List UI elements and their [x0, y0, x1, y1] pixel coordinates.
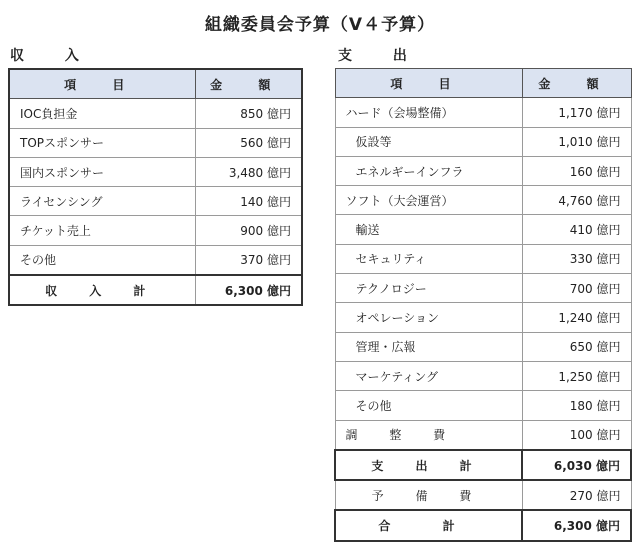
expense-item-amount: 330 億円	[522, 244, 631, 273]
expense-reserve-amount: 270 億円	[522, 480, 631, 510]
expense-item-amount: 700 億円	[522, 274, 631, 303]
table-row	[9, 157, 302, 186]
table-row	[335, 332, 631, 361]
expense-item-label: ソフト（大会運営）	[335, 186, 522, 215]
table-row	[335, 98, 631, 127]
table-row	[335, 156, 631, 185]
table-row	[335, 186, 631, 215]
expense-subtotal-row	[335, 450, 631, 480]
expense-table	[334, 68, 632, 542]
income-total-amount: 6,300 億円	[195, 275, 302, 305]
expense-grand-total-row	[335, 510, 631, 540]
income-item-label: ライセンシング	[9, 187, 195, 216]
table-row	[335, 244, 631, 273]
expense-subtotal-amount: 6,030 億円	[522, 450, 631, 480]
expense-item-amount: 1,010 億円	[522, 127, 631, 156]
income-item-label: IOC負担金	[9, 99, 195, 128]
income-item-label: その他	[9, 245, 195, 275]
expense-subitem-label: 輸送	[335, 215, 522, 244]
expense-subitem-label: オペレーション	[335, 303, 522, 332]
income-total-label: 収 入 計	[9, 275, 195, 305]
income-item-label: チケット売上	[9, 216, 195, 245]
expense-header-row	[335, 69, 631, 98]
table-row	[9, 216, 302, 245]
expense-item-amount: 4,760 億円	[522, 186, 631, 215]
expense-reserve-row	[335, 480, 631, 510]
income-item-amount: 560 億円	[195, 128, 302, 157]
expense-item-amount: 650 億円	[522, 332, 631, 361]
income-item-label: 国内スポンサー	[9, 157, 195, 186]
income-total-row	[9, 275, 302, 305]
expense-subitem-label: 仮設等	[335, 127, 522, 156]
table-row	[335, 274, 631, 303]
expense-item-amount: 1,170 億円	[522, 98, 631, 127]
expense-subitem-label: マーケティング	[335, 361, 522, 390]
income-item-amount: 850 億円	[195, 99, 302, 128]
expense-section-label: 支 出	[338, 48, 425, 64]
expense-subitem-label: その他	[335, 391, 522, 420]
income-header-row	[9, 69, 302, 99]
expense-subitem-label: エネルギーインフラ	[335, 156, 522, 185]
page-title: 組織委員会予算（V４予算）	[204, 15, 436, 35]
table-row	[335, 391, 631, 420]
income-item-label: TOPスポンサー	[9, 128, 195, 157]
income-table	[8, 68, 303, 306]
table-row	[335, 420, 631, 450]
income-header-item: 項 目	[9, 69, 195, 99]
expense-subtotal-label: 支 出 計	[335, 450, 522, 480]
expense-item-amount: 100 億円	[522, 420, 631, 450]
income-header-amount: 金 額	[195, 69, 302, 99]
table-row	[9, 187, 302, 216]
expense-subitem-label: セキュリティ	[335, 244, 522, 273]
income-item-amount: 370 億円	[195, 245, 302, 275]
expense-item-amount: 410 億円	[522, 215, 631, 244]
income-item-amount: 140 億円	[195, 187, 302, 216]
expense-reserve-label: 予 備 費	[335, 480, 522, 510]
table-row	[335, 215, 631, 244]
table-row	[335, 127, 631, 156]
expense-item-label: 調 整 費	[335, 420, 522, 450]
expense-header-amount: 金 額	[522, 69, 631, 98]
table-row	[335, 361, 631, 390]
expense-grand-total-amount: 6,300 億円	[522, 510, 631, 540]
expense-subitem-label: 管理・広報	[335, 332, 522, 361]
expense-grand-total-label: 合 計	[335, 510, 522, 540]
expense-item-label: ハード（会場整備）	[335, 98, 522, 127]
expense-item-amount: 1,250 億円	[522, 361, 631, 390]
table-row	[9, 128, 302, 157]
table-row	[9, 99, 302, 128]
expense-header-item: 項 目	[335, 69, 522, 98]
expense-item-amount: 180 億円	[522, 391, 631, 420]
income-item-amount: 3,480 億円	[195, 157, 302, 186]
expense-subitem-label: テクノロジー	[335, 274, 522, 303]
income-section-label: 収 入	[10, 48, 97, 64]
expense-item-amount: 1,240 億円	[522, 303, 631, 332]
income-item-amount: 900 億円	[195, 216, 302, 245]
table-row	[335, 303, 631, 332]
table-row	[9, 245, 302, 275]
expense-item-amount: 160 億円	[522, 156, 631, 185]
